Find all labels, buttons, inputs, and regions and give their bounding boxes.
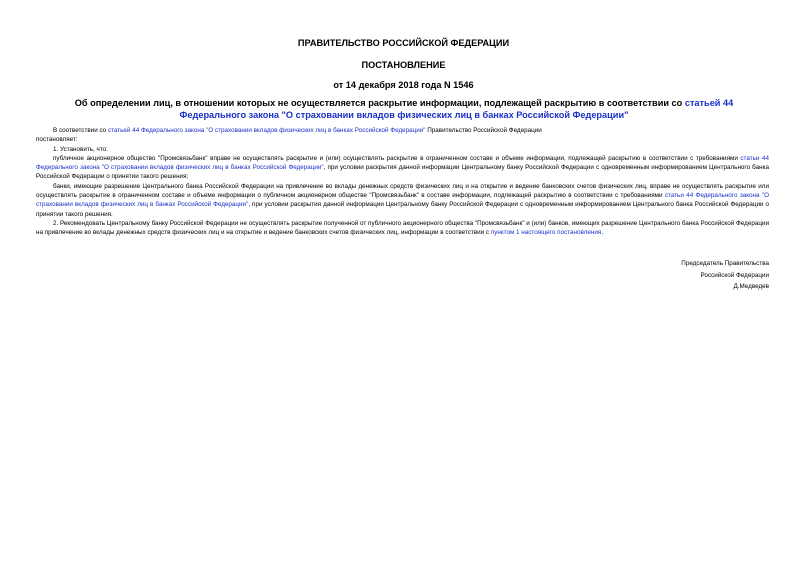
preamble-decree: постановляет: <box>36 136 78 144</box>
item-2-text-2: . <box>601 229 604 237</box>
subject-law-link[interactable]: статьей 44 Федерального закона "О страховании вкладов физических лиц в банках Российской Федерации" <box>179 98 734 120</box>
signature-block <box>681 258 769 293</box>
item-1a-text-2: , при условии раскрытия данной информации Центральному банку Российской Федерации с одновременным информированием Центрального банка Российской Федерации о принятии такого решения; <box>36 164 769 181</box>
item-1-paragraph-a <box>36 154 769 182</box>
item-1b-law-link[interactable]: статьи 44 Федерального закона "О страховании вкладов физических лиц в банках Российской Федерации" <box>36 192 770 209</box>
item-1b-text-2: , при условии раскрытия данной информации Центральному банку Российской Федерации с одновременным информированием Центрального банка Российской Федерации о принятии такого решения. <box>36 201 769 218</box>
document-body <box>36 126 769 238</box>
document-date-number: от 14 декабря 2018 года N 1546 <box>333 80 474 90</box>
preamble-text-2: Правительство Российской Федерации <box>425 127 542 134</box>
preamble-paragraph <box>36 126 769 135</box>
preamble-law-link[interactable]: статьей 44 Федерального закона "О страховании вкладов физических лиц в банках Российской Федерации" <box>107 127 426 134</box>
government-title: ПРАВИТЕЛЬСТВО РОССИЙСКОЙ ФЕДЕРАЦИИ <box>297 38 510 48</box>
item-1a-text: публичное акционерное общество "Промсвязьбанк" вправе не осуществлять раскрытие и (или) осуществлять раскрытие в ограниченном составе и объеме информации, подлежащей раскрытию в соответствии с требованиями <box>53 154 741 162</box>
subject-text: Об определении лиц, в отношении которых не осуществляется раскрытие информации, подлежащей раскрытию в соответствии со <box>74 98 685 108</box>
signature-name: Д.Медведев <box>733 283 769 290</box>
item-1b-text: банки, имеющие разрешение Центрального банка Российской Федерации на привлечение во вклады денежных средств физических лиц и на открытие и ведение банковских счетов физических лиц, вправе не осуществлять раскрытие или осуществлять раскрытие в ограниченном составе и объеме информации о публичном акционерном обществе "Промсвязьбанк" в составе информации, подлежащей раскрытию в соответствии с требованиями <box>36 182 769 200</box>
signature-position-2: Российской Федерации <box>700 271 769 279</box>
document-type: ПОСТАНОВЛЕНИЕ <box>361 60 446 70</box>
item-1-paragraph-b <box>36 182 769 219</box>
signature-position-1: Председатель Правительства <box>681 260 769 267</box>
item-2-clause-link[interactable]: пунктом 1 настоящего постановления <box>490 229 602 237</box>
item-1-title: 1. Установить, что: <box>53 145 108 153</box>
preamble-text: В соответствии со <box>53 127 108 134</box>
item-1a-law-link[interactable]: статьи 44 Федерального закона "О страховании вкладов физических лиц в банках Российской Федерации" <box>36 154 769 172</box>
item-2-paragraph <box>36 219 769 238</box>
document-subject <box>48 97 760 121</box>
item-2-text: 2. Рекомендовать Центральному банку Российской Федерации не осуществлять раскрытие полученной от публичного акционерного общества "Промсвязьбанк" и (или) банков, имеющих разрешение Центрального банка Российской Федерации на привлечение во вклады денежных средств физических лиц и на открытие и ведение банковских счетов физических лиц, информации в соответствии с <box>36 219 769 237</box>
